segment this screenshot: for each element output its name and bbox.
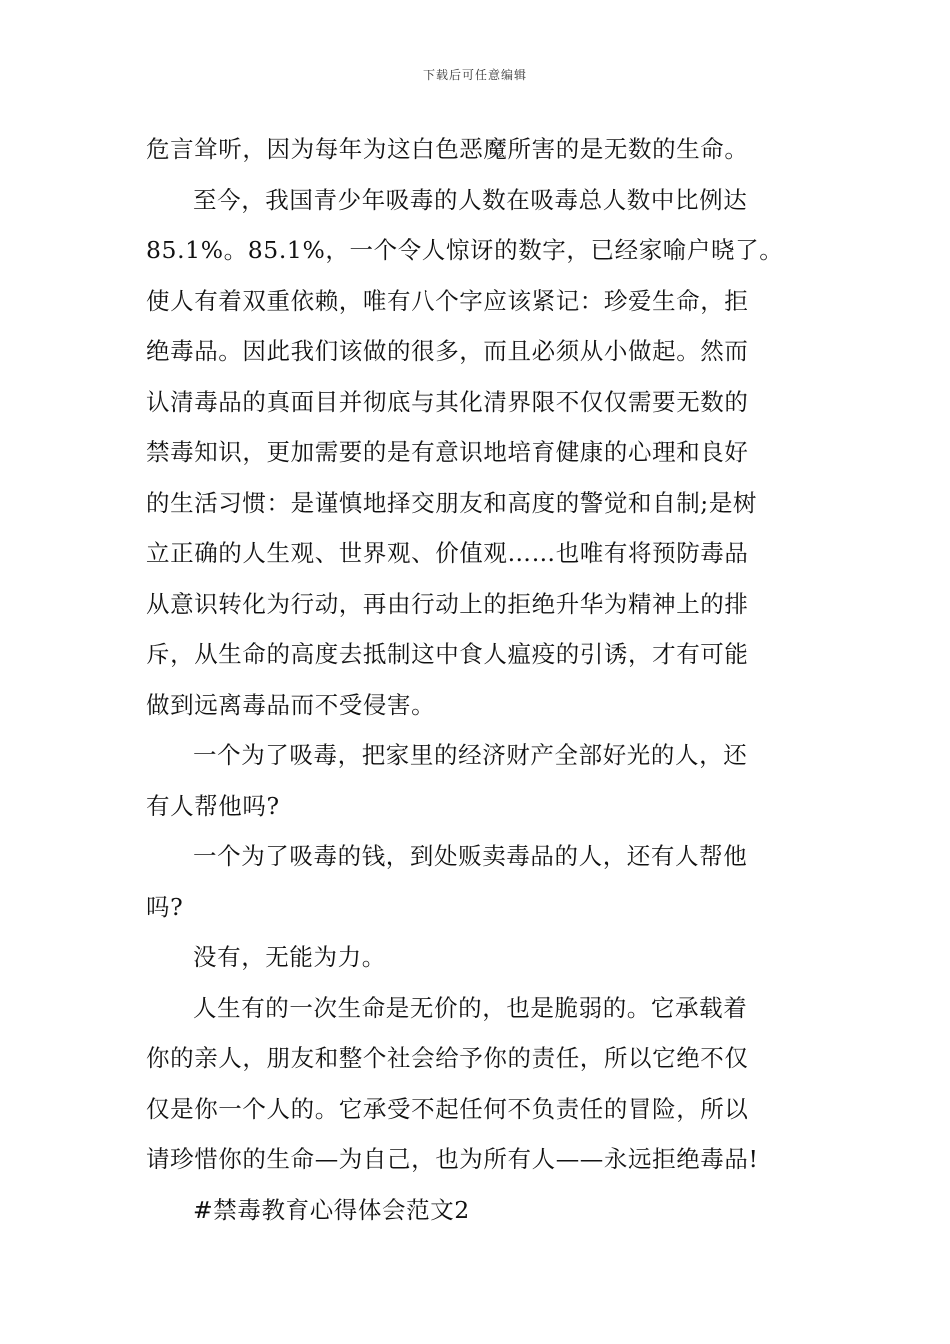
document-body bbox=[146, 124, 806, 1235]
page-header: 下载后可任意编辑 bbox=[422, 68, 527, 82]
text-line: 85.1%。85.1%，一个令人惊讶的数字，已经家喻户晓了。 bbox=[146, 236, 784, 264]
section-heading: #禁毒教育心得体会范文2 bbox=[193, 1195, 470, 1224]
text-line: 一个为了吸毒，把家里的经济财产全部好光的人，还 bbox=[193, 741, 748, 769]
text-line: 做到远离毒品而不受侵害。 bbox=[146, 690, 436, 719]
text-line: 你的亲人，朋友和整个社会给予你的责任，所以它绝不仅 bbox=[146, 1044, 749, 1072]
text-line: 至今，我国青少年吸毒的人数在吸毒总人数中比例达 bbox=[193, 185, 748, 214]
text-line: 从意识转化为行动，再由行动上的拒绝升华为精神上的排 bbox=[146, 589, 749, 618]
text-line: 立正确的人生观、世界观、价值观……也唯有将预防毒品 bbox=[146, 539, 749, 567]
text-line: 没有，无能为力。 bbox=[193, 943, 386, 971]
text-line: 仅是你一个人的。它承受不起任何不负责任的冒险，所以 bbox=[146, 1094, 749, 1123]
text-line: 的生活习惯：是谨慎地择交朋友和高度的警觉和自制;是树 bbox=[146, 488, 758, 517]
text-line: 绝毒品。因此我们该做的很多，而且必须从小做起。然而 bbox=[146, 337, 749, 365]
text-line: 人生有的一次生命是无价的，也是脆弱的。它承载着 bbox=[193, 993, 748, 1022]
text-line: 请珍惜你的生命—为自己，也为所有人——永远拒绝毒品! bbox=[146, 1145, 759, 1173]
text-line: 吗? bbox=[146, 892, 184, 921]
text-line: 斥，从生命的高度去抵制这中食人瘟疫的引诱，才有可能 bbox=[146, 640, 749, 668]
text-line: 认清毒品的真面目并彻底与其化清界限不仅仅需要无数的 bbox=[146, 387, 749, 416]
text-line: 禁毒知识，更加需要的是有意识地培育健康的心理和良好 bbox=[146, 438, 749, 466]
text-line: 一个为了吸毒的钱，到处贩卖毒品的人，还有人帮他 bbox=[193, 842, 748, 870]
text-line: 危言耸听，因为每年为这白色恶魔所害的是无数的生命。 bbox=[146, 135, 749, 163]
text-line: 使人有着双重依赖，唯有八个字应该紧记：珍爱生命，拒 bbox=[146, 286, 749, 315]
text-line: 有人帮他吗? bbox=[146, 791, 280, 820]
